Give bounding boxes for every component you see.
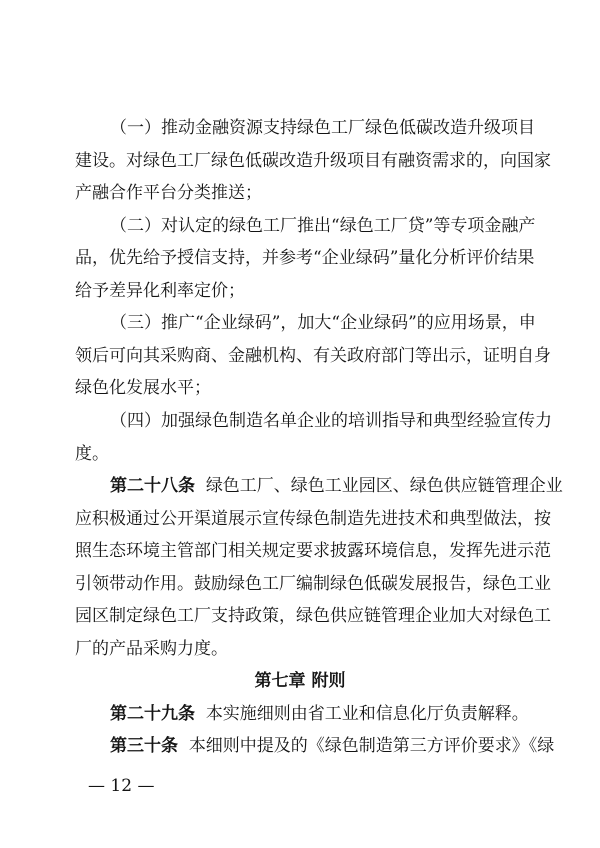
article-29-text: 本实施细则由省工业和信息化厅负责解释。 [205, 704, 529, 724]
article-28-line-2: 应积极通过公开渠道展示宣传绿色制造先进技术和典型做法，按 [75, 509, 551, 529]
article-28-line-1 [110, 474, 563, 498]
article-30-text: 本细则中提及的《绿色制造第三方评价要求》《绿 [188, 736, 555, 756]
article-28-line-3: 照生态环境主管部门相关规定要求披露环境信息，发挥先进示范 [75, 541, 551, 561]
article-28-title: 第二十八条 [110, 476, 195, 496]
item-3-line-3: 绿色化发展水平； [75, 378, 211, 398]
item-1-line-3: 产融合作平台分类推送； [75, 183, 262, 203]
item-2-line-2: 品，优先给予授信支持，并参考“企业绿码”量化分析评价结果 [75, 248, 535, 268]
item-1-line-1: （一）推动金融资源支持绿色工厂绿色低碳改造升级项目 [110, 118, 535, 138]
item-1-line-2: 建设。对绿色工厂绿色低碳改造升级项目有融资需求的，向国家 [75, 151, 551, 171]
article-29-title: 第二十九条 [110, 704, 195, 724]
page-number: — 12 — [88, 776, 155, 796]
item-4-line-1: （四）加强绿色制造名单企业的培训指导和典型经验宣传力 [110, 411, 552, 431]
article-30-line [110, 734, 555, 758]
chapter-7-heading: 第七章 附则 [254, 671, 346, 691]
article-28-line-4: 引领带动作用。鼓励绿色工厂编制绿色低碳发展报告，绿色工业 [75, 574, 551, 594]
article-30-title: 第三十条 [110, 736, 178, 756]
item-4-line-2: 度。 [75, 444, 109, 464]
article-29-line [110, 702, 529, 726]
item-3-line-2: 领后可向其采购商、金融机构、有关政府部门等出示，证明自身 [75, 346, 551, 366]
item-2-line-3: 给予差异化利率定价； [75, 281, 245, 301]
article-28-line-5: 园区制定绿色工厂支持政策，绿色供应链管理企业加大对绿色工 [75, 606, 551, 626]
article-28-line-6: 厂的产品采购力度。 [75, 639, 228, 659]
article-28-line-1-text: 绿色工厂、绿色工业园区、绿色供应链管理企业 [205, 476, 563, 496]
item-3-line-1: （三）推广“企业绿码”，加大“企业绿码”的应用场景，申 [110, 313, 536, 333]
item-2-line-1: （二）对认定的绿色工厂推出“绿色工厂贷”等专项金融产 [110, 216, 536, 236]
